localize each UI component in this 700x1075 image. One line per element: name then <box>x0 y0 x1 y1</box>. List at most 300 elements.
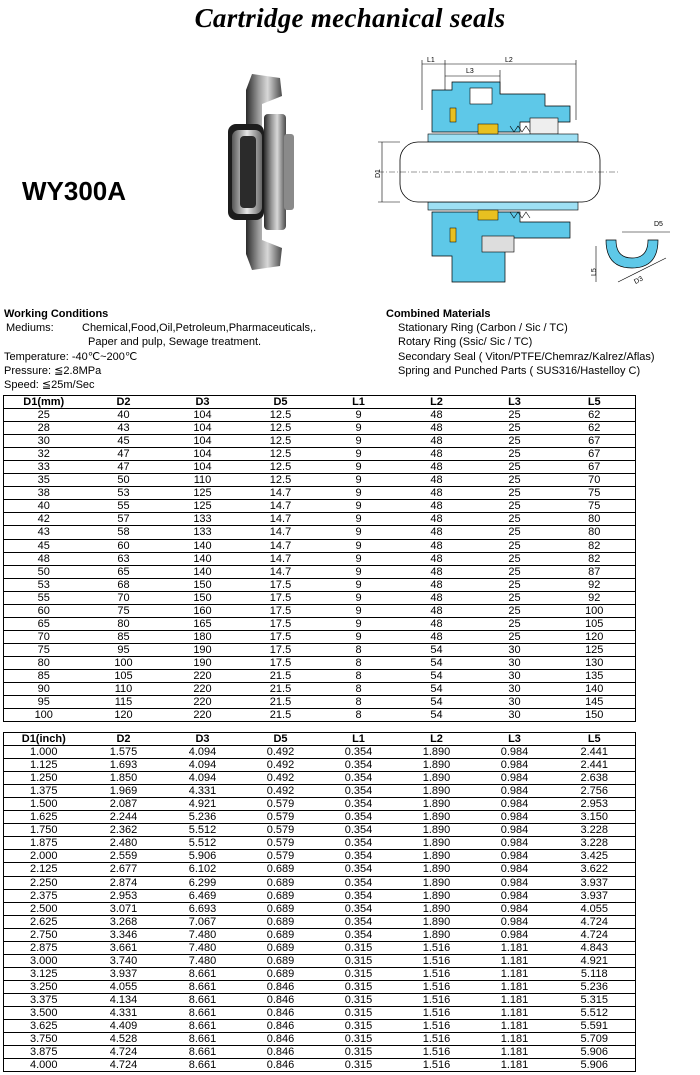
table-cell: 67 <box>554 435 636 448</box>
table-cell: 1.181 <box>476 980 554 993</box>
table-cell: 14.7 <box>242 565 320 578</box>
table-cell: 25 <box>476 617 554 630</box>
table-cell: 48 <box>4 552 84 565</box>
column-header: D1(mm) <box>4 396 84 409</box>
table-cell: 4.724 <box>554 915 636 928</box>
table-cell: 8 <box>320 656 398 669</box>
table-cell: 48 <box>398 448 476 461</box>
table-cell: 75 <box>4 643 84 656</box>
table-cell: 7.480 <box>164 941 242 954</box>
working-conditions-heading: Working Conditions <box>4 308 109 320</box>
table-cell: 8.661 <box>164 1006 242 1019</box>
column-header: D3 <box>164 396 242 409</box>
table-cell: 21.5 <box>242 669 320 682</box>
table-row <box>4 604 636 617</box>
table-cell: 1.516 <box>398 1006 476 1019</box>
table-cell: 3.750 <box>4 1033 84 1046</box>
table-cell: 60 <box>84 539 164 552</box>
table-row <box>4 798 636 811</box>
table-cell: 8 <box>320 683 398 696</box>
table-cell: 30 <box>476 683 554 696</box>
table-cell: 0.315 <box>320 954 398 967</box>
table-cell: 4.843 <box>554 941 636 954</box>
table-cell: 9 <box>320 461 398 474</box>
table-cell: 30 <box>4 435 84 448</box>
table-cell: 0.354 <box>320 876 398 889</box>
table-cell: 32 <box>4 448 84 461</box>
table-row <box>4 461 636 474</box>
table-cell: 1.181 <box>476 1046 554 1059</box>
table-row <box>4 1020 636 1033</box>
table-cell: 54 <box>398 696 476 709</box>
column-header: L2 <box>398 396 476 409</box>
table-cell: 0.689 <box>242 863 320 876</box>
table-cell: 8.661 <box>164 1046 242 1059</box>
table-cell: 0.846 <box>242 980 320 993</box>
table-cell: 2.375 <box>4 889 84 902</box>
table-cell: 12.5 <box>242 461 320 474</box>
table-cell: 40 <box>4 500 84 513</box>
table-header-row <box>4 396 636 409</box>
table-cell: 0.492 <box>242 785 320 798</box>
table-cell: 2.500 <box>4 902 84 915</box>
table-cell: 67 <box>554 461 636 474</box>
table-cell: 1.890 <box>398 902 476 915</box>
table-cell: 14.7 <box>242 487 320 500</box>
table-cell: 4.094 <box>164 759 242 772</box>
table-row <box>4 591 636 604</box>
table-cell: 220 <box>164 683 242 696</box>
table-row <box>4 578 636 591</box>
table-cell: 90 <box>4 683 84 696</box>
table-cell: 3.937 <box>554 889 636 902</box>
table-cell: 30 <box>476 669 554 682</box>
table-cell: 95 <box>84 643 164 656</box>
table-cell: 25 <box>476 526 554 539</box>
table-row <box>4 552 636 565</box>
table-cell: 25 <box>476 604 554 617</box>
mediums-line-2: Paper and pulp, Sewage treatment. <box>88 336 262 349</box>
table-cell: 140 <box>554 683 636 696</box>
table-cell: 0.579 <box>242 798 320 811</box>
table-cell: 25 <box>476 578 554 591</box>
table-cell: 48 <box>398 617 476 630</box>
table-cell: 0.846 <box>242 1006 320 1019</box>
combined-materials-heading: Combined Materials <box>386 308 491 320</box>
table-cell: 14.7 <box>242 539 320 552</box>
table-cell: 48 <box>398 578 476 591</box>
table-cell: 105 <box>554 617 636 630</box>
table-cell: 0.354 <box>320 785 398 798</box>
table-cell: 1.516 <box>398 1059 476 1072</box>
table-cell: 75 <box>554 500 636 513</box>
table-row <box>4 850 636 863</box>
column-header: L1 <box>320 733 398 746</box>
table-row <box>4 954 636 967</box>
table-cell: 21.5 <box>242 709 320 722</box>
table-row <box>4 1046 636 1059</box>
table-cell: 1.890 <box>398 772 476 785</box>
table-row <box>4 1059 636 1072</box>
table-cell: 12.5 <box>242 474 320 487</box>
table-cell: 48 <box>398 487 476 500</box>
table-cell: 104 <box>164 409 242 422</box>
table-cell: 4.000 <box>4 1059 84 1072</box>
table-row <box>4 824 636 837</box>
table-row <box>4 435 636 448</box>
table-cell: 0.984 <box>476 759 554 772</box>
table-cell: 48 <box>398 552 476 565</box>
table-cell: 75 <box>84 604 164 617</box>
table-row <box>4 785 636 798</box>
table-cell: 8 <box>320 696 398 709</box>
table-cell: 0.579 <box>242 850 320 863</box>
table-cell: 48 <box>398 539 476 552</box>
table-cell: 0.315 <box>320 1020 398 1033</box>
table-cell: 17.5 <box>242 643 320 656</box>
table-cell: 3.875 <box>4 1046 84 1059</box>
table-cell: 70 <box>554 474 636 487</box>
table-cell: 25 <box>476 630 554 643</box>
table-cell: 3.937 <box>554 876 636 889</box>
table-cell: 120 <box>554 630 636 643</box>
table-cell: 0.579 <box>242 837 320 850</box>
table-cell: 8.661 <box>164 967 242 980</box>
table-cell: 105 <box>84 669 164 682</box>
table-cell: 0.984 <box>476 824 554 837</box>
table-cell: 67 <box>554 448 636 461</box>
column-header: D2 <box>84 396 164 409</box>
table-row <box>4 617 636 630</box>
table-cell: 0.689 <box>242 941 320 954</box>
table-header-row <box>4 733 636 746</box>
table-cell: 190 <box>164 643 242 656</box>
table-cell: 220 <box>164 669 242 682</box>
table-cell: 65 <box>4 617 84 630</box>
table-cell: 5.512 <box>164 837 242 850</box>
table-row <box>4 811 636 824</box>
table-cell: 5.315 <box>554 993 636 1006</box>
table-cell: 54 <box>398 683 476 696</box>
table-cell: 0.846 <box>242 1059 320 1072</box>
table-cell: 48 <box>398 435 476 448</box>
table-cell: 1.516 <box>398 1020 476 1033</box>
table-cell: 0.984 <box>476 863 554 876</box>
table-cell: 25 <box>476 552 554 565</box>
table-cell: 75 <box>554 487 636 500</box>
table-cell: 9 <box>320 604 398 617</box>
table-cell: 5.906 <box>554 1059 636 1072</box>
table-cell: 3.150 <box>554 811 636 824</box>
table-cell: 1.181 <box>476 1020 554 1033</box>
table-cell: 1.890 <box>398 746 476 759</box>
mediums-label: Mediums: <box>6 322 54 335</box>
table-cell: 1.625 <box>4 811 84 824</box>
table-cell: 1.890 <box>398 759 476 772</box>
table-cell: 2.638 <box>554 772 636 785</box>
table-row <box>4 409 636 422</box>
table-cell: 0.315 <box>320 941 398 954</box>
table-cell: 4.528 <box>84 1033 164 1046</box>
table-cell: 45 <box>84 435 164 448</box>
table-cell: 0.984 <box>476 928 554 941</box>
table-cell: 0.984 <box>476 785 554 798</box>
column-header: L5 <box>554 396 636 409</box>
table-cell: 4.331 <box>164 785 242 798</box>
table-cell: 130 <box>554 656 636 669</box>
table-cell: 4.724 <box>84 1059 164 1072</box>
table-cell: 1.516 <box>398 941 476 954</box>
table-cell: 2.250 <box>4 876 84 889</box>
table-cell: 1.181 <box>476 967 554 980</box>
column-header: D5 <box>242 396 320 409</box>
table-cell: 58 <box>84 526 164 539</box>
table-cell: 95 <box>4 696 84 709</box>
table-cell: 5.512 <box>164 824 242 837</box>
table-cell: 17.5 <box>242 617 320 630</box>
table-cell: 140 <box>164 552 242 565</box>
table-cell: 8.661 <box>164 1033 242 1046</box>
table-cell: 80 <box>84 617 164 630</box>
table-cell: 2.000 <box>4 850 84 863</box>
table-row <box>4 1006 636 1019</box>
table-cell: 1.516 <box>398 1046 476 1059</box>
table-cell: 3.622 <box>554 863 636 876</box>
table-row <box>4 500 636 513</box>
table-cell: 1.500 <box>4 798 84 811</box>
table-cell: 2.625 <box>4 915 84 928</box>
table-cell: 2.756 <box>554 785 636 798</box>
table-cell: 54 <box>398 709 476 722</box>
table-cell: 55 <box>84 500 164 513</box>
table-cell: 25 <box>476 500 554 513</box>
table-cell: 1.890 <box>398 928 476 941</box>
table-cell: 150 <box>164 591 242 604</box>
table-cell: 5.512 <box>554 1006 636 1019</box>
table-row <box>4 487 636 500</box>
table-row <box>4 915 636 928</box>
table-cell: 1.693 <box>84 759 164 772</box>
table-cell: 2.953 <box>554 798 636 811</box>
table-row <box>4 669 636 682</box>
table-cell: 1.890 <box>398 798 476 811</box>
table-cell: 150 <box>554 709 636 722</box>
table-cell: 12.5 <box>242 422 320 435</box>
dim-label-l5: L5 <box>591 268 598 276</box>
table-cell: 80 <box>554 526 636 539</box>
table-cell: 62 <box>554 409 636 422</box>
table-cell: 3.000 <box>4 954 84 967</box>
table-cell: 0.315 <box>320 1006 398 1019</box>
page-title: Cartridge mechanical seals <box>194 3 506 33</box>
table-cell: 120 <box>84 709 164 722</box>
column-header: L5 <box>554 733 636 746</box>
table-cell: 53 <box>4 578 84 591</box>
table-cell: 160 <box>164 604 242 617</box>
table-cell: 2.441 <box>554 759 636 772</box>
table-cell: 4.921 <box>164 798 242 811</box>
table-cell: 0.315 <box>320 1059 398 1072</box>
table-cell: 4.094 <box>164 746 242 759</box>
table-cell: 4.134 <box>84 993 164 1006</box>
table-cell: 35 <box>4 474 84 487</box>
table-cell: 0.354 <box>320 772 398 785</box>
table-cell: 0.689 <box>242 902 320 915</box>
table-cell: 110 <box>164 474 242 487</box>
table-cell: 5.236 <box>164 811 242 824</box>
table-cell: 0.354 <box>320 902 398 915</box>
table-cell: 0.984 <box>476 798 554 811</box>
table-cell: 1.516 <box>398 967 476 980</box>
table-cell: 0.689 <box>242 967 320 980</box>
table-cell: 47 <box>84 461 164 474</box>
table-cell: 4.409 <box>84 1020 164 1033</box>
table-row <box>4 876 636 889</box>
table-cell: 190 <box>164 656 242 669</box>
table-cell: 30 <box>476 696 554 709</box>
table-cell: 25 <box>476 448 554 461</box>
table-cell: 82 <box>554 552 636 565</box>
table-cell: 0.984 <box>476 850 554 863</box>
table-cell: 100 <box>84 656 164 669</box>
table-cell: 2.244 <box>84 811 164 824</box>
table-cell: 17.5 <box>242 630 320 643</box>
table-cell: 0.354 <box>320 928 398 941</box>
table-cell: 25 <box>476 435 554 448</box>
table-cell: 180 <box>164 630 242 643</box>
table-row <box>4 513 636 526</box>
table-cell: 4.094 <box>164 772 242 785</box>
table-cell: 2.362 <box>84 824 164 837</box>
table-cell: 5.709 <box>554 1033 636 1046</box>
table-cell: 2.559 <box>84 850 164 863</box>
table-cell: 4.724 <box>84 1046 164 1059</box>
table-cell: 0.984 <box>476 746 554 759</box>
material-item: Spring and Punched Parts ( SUS316/Hastelloy C) <box>398 364 641 377</box>
table-cell: 14.7 <box>242 500 320 513</box>
table-cell: 115 <box>84 696 164 709</box>
table-row <box>4 656 636 669</box>
table-cell: 0.315 <box>320 1033 398 1046</box>
table-cell: 1.181 <box>476 941 554 954</box>
table-cell: 3.937 <box>84 967 164 980</box>
table-cell: 42 <box>4 513 84 526</box>
table-cell: 14.7 <box>242 526 320 539</box>
table-cell: 140 <box>164 539 242 552</box>
product-photo <box>222 74 304 270</box>
table-cell: 1.575 <box>84 746 164 759</box>
table-cell: 220 <box>164 696 242 709</box>
table-cell: 0.689 <box>242 889 320 902</box>
table-cell: 133 <box>164 513 242 526</box>
table-cell: 100 <box>554 604 636 617</box>
table-cell: 0.315 <box>320 993 398 1006</box>
table-row <box>4 474 636 487</box>
table-cell: 48 <box>398 409 476 422</box>
column-header: L3 <box>476 733 554 746</box>
inch-dimension-table <box>3 732 636 1072</box>
table-cell: 1.181 <box>476 1033 554 1046</box>
table-row <box>4 837 636 850</box>
table-cell: 30 <box>476 643 554 656</box>
dim-label-l1: L1 <box>427 57 435 64</box>
table-cell: 48 <box>398 526 476 539</box>
combined-materials <box>386 307 696 378</box>
table-cell: 25 <box>476 513 554 526</box>
table-row <box>4 539 636 552</box>
table-cell: 25 <box>476 409 554 422</box>
table-cell: 1.890 <box>398 824 476 837</box>
table-cell: 63 <box>84 552 164 565</box>
table-cell: 9 <box>320 500 398 513</box>
column-header: D2 <box>84 733 164 746</box>
table-cell: 0.984 <box>476 889 554 902</box>
table-row <box>4 1033 636 1046</box>
table-cell: 1.850 <box>84 772 164 785</box>
table-row <box>4 863 636 876</box>
table-cell: 48 <box>398 474 476 487</box>
table-cell: 0.579 <box>242 811 320 824</box>
table-cell: 55 <box>4 591 84 604</box>
table-cell: 0.354 <box>320 837 398 850</box>
table-cell: 7.067 <box>164 915 242 928</box>
table-cell: 3.625 <box>4 1020 84 1033</box>
table-cell: 0.579 <box>242 824 320 837</box>
table-cell: 0.846 <box>242 1046 320 1059</box>
table-cell: 6.693 <box>164 902 242 915</box>
material-item: Rotary Ring (Ssic/ Sic / TC) <box>398 336 533 349</box>
table-cell: 8 <box>320 643 398 656</box>
table-cell: 3.125 <box>4 967 84 980</box>
table-cell: 43 <box>4 526 84 539</box>
table-cell: 33 <box>4 461 84 474</box>
table-cell: 9 <box>320 591 398 604</box>
table-cell: 0.846 <box>242 993 320 1006</box>
table-cell: 2.125 <box>4 863 84 876</box>
table-cell: 70 <box>84 591 164 604</box>
table-cell: 48 <box>398 630 476 643</box>
table-cell: 1.250 <box>4 772 84 785</box>
table-cell: 1.890 <box>398 876 476 889</box>
table-cell: 48 <box>398 513 476 526</box>
table-cell: 17.5 <box>242 591 320 604</box>
table-cell: 135 <box>554 669 636 682</box>
table-cell: 1.890 <box>398 785 476 798</box>
column-header: D3 <box>164 733 242 746</box>
table-cell: 220 <box>164 709 242 722</box>
table-cell: 65 <box>84 565 164 578</box>
table-cell: 17.5 <box>242 604 320 617</box>
table-cell: 1.890 <box>398 837 476 850</box>
table-cell: 125 <box>164 500 242 513</box>
table-cell: 7.480 <box>164 928 242 941</box>
table-cell: 0.354 <box>320 863 398 876</box>
table-cell: 40 <box>84 409 164 422</box>
cross-section-drawing <box>370 50 692 294</box>
dim-label-d5: D5 <box>654 221 663 228</box>
column-header: D1(inch) <box>4 733 84 746</box>
table-cell: 5.906 <box>164 850 242 863</box>
working-conditions <box>4 307 384 392</box>
table-cell: 104 <box>164 435 242 448</box>
table-cell: 0.315 <box>320 967 398 980</box>
table-cell: 80 <box>554 513 636 526</box>
table-cell: 4.055 <box>84 980 164 993</box>
dim-label-d3: D3 <box>633 275 645 286</box>
table-cell: 1.750 <box>4 824 84 837</box>
table-cell: 1.890 <box>398 811 476 824</box>
table-cell: 150 <box>164 578 242 591</box>
